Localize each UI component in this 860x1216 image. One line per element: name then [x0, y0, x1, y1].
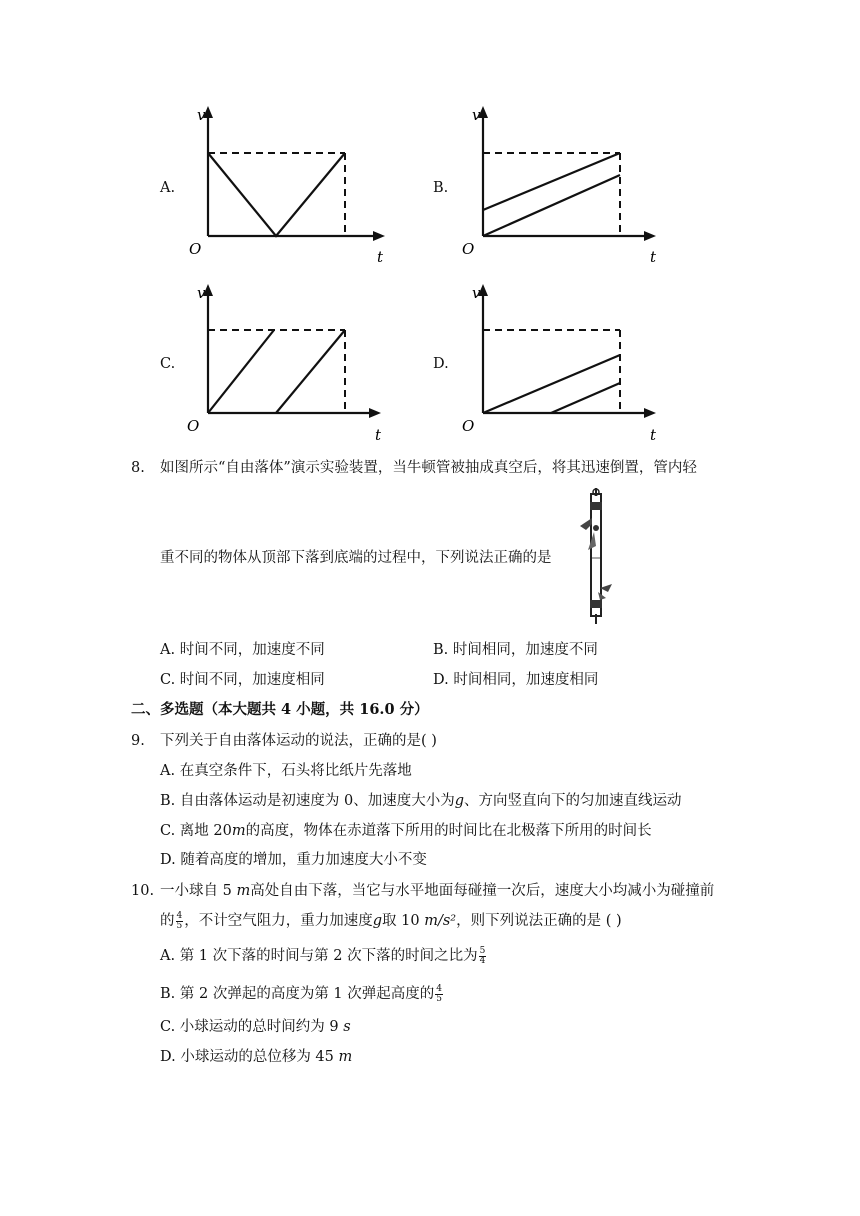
q9-option-c-label: C. [160, 823, 176, 839]
newton-tube-figure [572, 488, 622, 628]
q9-number: 9. [131, 733, 145, 749]
q9-option-b-symbol: g [454, 793, 465, 809]
q10-stem-line1 [160, 881, 714, 901]
q8-option-d[interactable] [433, 670, 598, 690]
graph-b-label: B. [433, 180, 449, 196]
q9-option-a-text: 在真空条件下，石头将比纸片先落地 [179, 763, 412, 779]
q10-line2-a: 的 [160, 913, 175, 929]
q9-option-a[interactable] [160, 761, 412, 781]
q8-stem-line1: 如图所示“自由落体”演示实验装置，当牛顿管被抽成真空后，将其迅速倒置，管内轻 [160, 460, 697, 476]
q10-option-b-label: B. [160, 986, 176, 1002]
q10-line2-unit: m/s² [424, 913, 457, 929]
q8-number: 8. [131, 460, 145, 476]
q10-option-d-label: D. [160, 1049, 176, 1065]
graph-a-label: A. [160, 180, 176, 196]
q10-option-b-fraction [435, 985, 443, 1004]
q10-line1-symbol: m [236, 883, 251, 899]
q9-option-d-label: D. [160, 852, 176, 868]
graph-d-origin: O [462, 417, 475, 435]
q8-option-c-label: C. [160, 672, 176, 688]
q10-option-c-text: 小球运动的总时间约为 9 [179, 1019, 344, 1035]
graph-b [460, 100, 670, 270]
q10-option-a[interactable] [160, 946, 487, 966]
q10-line2-c: 取 10 [382, 913, 425, 929]
q8-option-b-label: B. [433, 642, 449, 658]
section-2-title: 二、多选题（本大题共 4 小题，共 16.0 分） [131, 701, 429, 718]
graph-b-v-axis: v [472, 106, 481, 124]
q8-option-a-text: 时间不同，加速度不同 [179, 642, 325, 658]
graph-d [460, 278, 670, 448]
graph-c-t-axis: t [375, 426, 382, 444]
q10-option-c[interactable] [160, 1017, 351, 1037]
q9-option-c-symbol: m [231, 823, 246, 839]
q9-option-b[interactable] [160, 791, 682, 811]
q9-option-c[interactable] [160, 821, 652, 841]
graph-b-t-axis: t [650, 248, 657, 266]
q8-option-d-text: 时间相同，加速度相同 [453, 672, 599, 688]
q10-fraction-num: 4 [176, 910, 183, 921]
q9-option-d[interactable] [160, 850, 427, 870]
graph-c-origin: O [187, 417, 200, 435]
q8-stem-line2: 重不同的物体从顶部下落到底端的过程中，下列说法正确的是 [160, 550, 552, 566]
graph-a-origin: O [189, 240, 202, 258]
q10-fraction [176, 912, 184, 931]
q10-line1-b: 高处自由下落，当它与水平地面每碰撞一次后，速度大小均减小为碰撞前 [250, 883, 715, 899]
q9-option-b-text-b: 、方向竖直向下的匀加速直线运动 [464, 793, 682, 809]
q9-option-c-text-b: 的高度，物体在赤道落下所用的时间比在北极落下所用的时间长 [245, 823, 652, 839]
q10-option-b-frac-den: 5 [436, 993, 442, 1004]
q9-option-b-text-a: 自由落体运动是初速度为 0、加速度大小为 [179, 793, 455, 809]
q8-option-c-text: 时间不同，加速度相同 [179, 672, 325, 688]
graph-d-t-axis: t [650, 426, 657, 444]
q10-option-a-frac-den: 4 [479, 955, 486, 966]
graph-d-v-axis: v [472, 284, 481, 302]
q9-stem: 下列关于自由落体运动的说法，正确的是( ) [160, 733, 437, 749]
graph-b-origin: O [462, 240, 475, 258]
q10-option-b[interactable] [160, 984, 444, 1004]
q9-option-d-text: 随着高度的增加，重力加速度大小不变 [180, 852, 427, 868]
q8-option-c[interactable] [160, 670, 325, 690]
q9-option-c-text-a: 离地 20 [179, 823, 232, 839]
q10-option-c-label: C. [160, 1019, 176, 1035]
q10-line2-d: ，则下列说法正确的是 ( ) [456, 913, 622, 929]
graph-a-v-axis: v [197, 106, 206, 124]
q10-option-a-frac-num: 5 [479, 945, 486, 956]
q9-option-b-label: B. [160, 793, 176, 809]
graph-a [185, 100, 395, 270]
q10-option-a-label: A. [160, 948, 176, 964]
q8-option-a[interactable] [160, 640, 325, 660]
q10-option-b-text: 第 2 次弹起的高度为第 1 次弹起高度的 [179, 986, 435, 1002]
graph-c-label: C. [160, 356, 176, 372]
q10-line1-a: 一小球自 5 [160, 883, 237, 899]
graph-c-v-axis: v [197, 284, 206, 302]
q10-number: 10. [131, 883, 155, 899]
q10-option-a-fraction [479, 947, 487, 966]
q10-fraction-den: 5 [176, 920, 183, 931]
q9-option-a-label: A. [160, 763, 176, 779]
q10-line2-b: ，不计空气阻力，重力加速度 [184, 913, 373, 929]
graph-d-label: D. [433, 356, 449, 372]
q10-option-d[interactable] [160, 1047, 352, 1067]
q8-option-d-label: D. [433, 672, 449, 688]
q10-line2-symbol: g [372, 913, 383, 929]
q8-option-a-label: A. [160, 642, 176, 658]
q10-stem-line2 [160, 911, 622, 931]
q8-option-b-text: 时间相同，加速度不同 [452, 642, 598, 658]
q10-option-b-frac-num: 4 [436, 983, 442, 994]
q8-option-b[interactable] [433, 640, 598, 660]
graph-c [185, 278, 395, 448]
q10-option-d-unit: m [338, 1049, 353, 1065]
graph-a-t-axis: t [377, 248, 384, 266]
q10-option-d-text: 小球运动的总位移为 45 [180, 1049, 339, 1065]
q10-option-c-unit: s [343, 1019, 351, 1035]
q10-option-a-text: 第 1 次下落的时间与第 2 次下落的时间之比为 [179, 948, 478, 964]
